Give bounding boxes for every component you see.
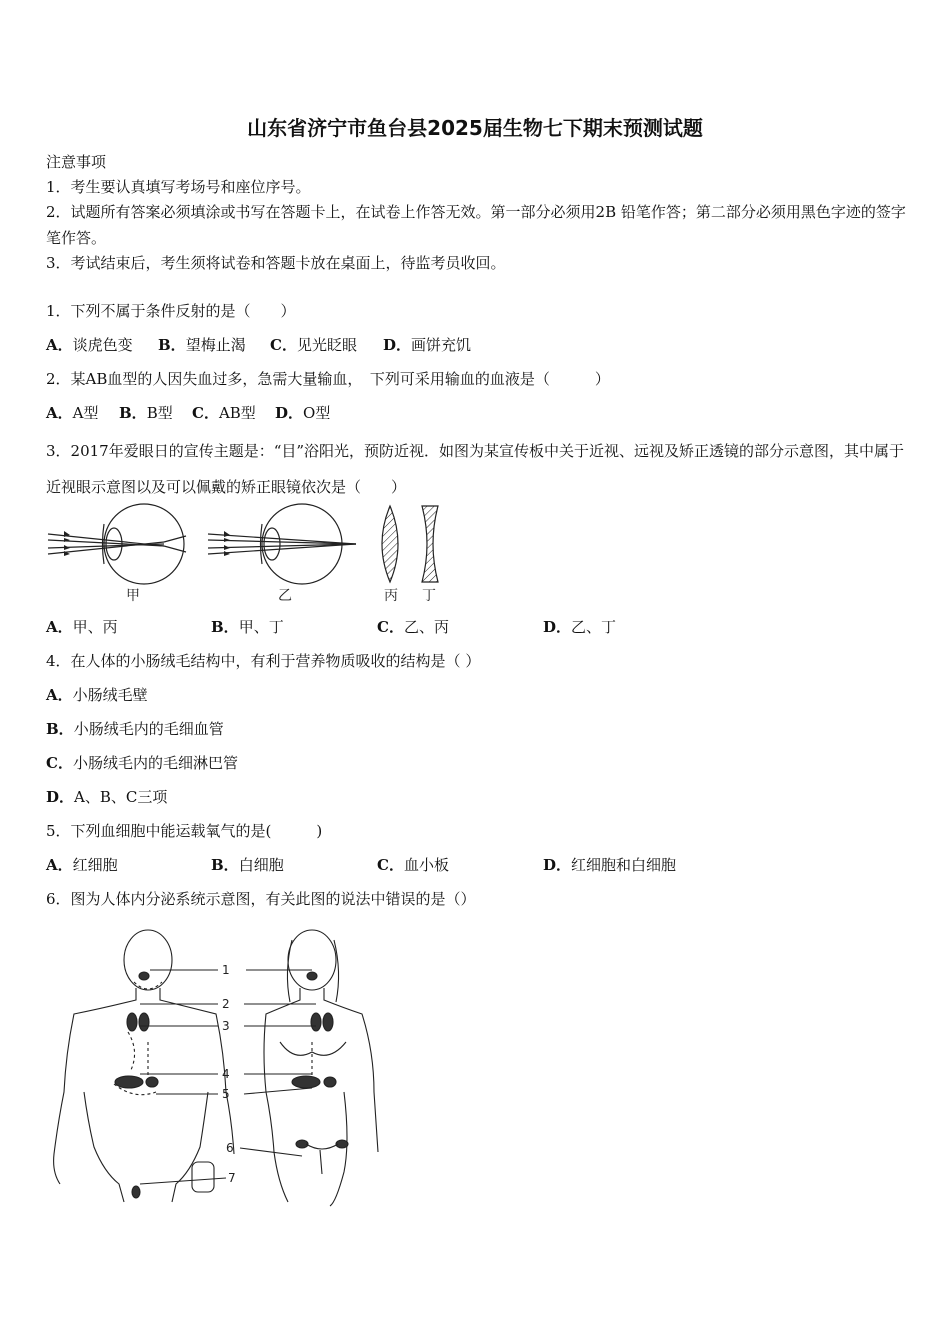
figure-label-3: 3	[222, 1019, 230, 1033]
figure-label-1: 1	[222, 963, 230, 977]
q2-option-c: C．AB型	[192, 404, 256, 422]
q2-option-d: D．O型	[275, 404, 331, 422]
figure-label-2: 2	[222, 997, 230, 1011]
q3-option-c: C．乙、丙	[377, 618, 449, 636]
figure-label-7: 7	[228, 1171, 236, 1185]
notice-item-1: 1．考生要认真填写考场号和座位序号。	[46, 178, 311, 196]
eye-diagram-yi	[208, 504, 356, 584]
eye-lens-figure	[44, 500, 464, 610]
question-4-stem: 4．在人体的小肠绒毛结构中，有利于营养物质吸收的结构是（ ）	[46, 652, 481, 670]
endocrine-system-figure	[44, 922, 404, 1212]
concave-lens	[422, 506, 438, 582]
q4-option-c: C．小肠绒毛内的毛细淋巴管	[46, 754, 238, 772]
q3-option-a: A．甲、丙	[46, 618, 118, 636]
figure-label-yi: 乙	[278, 588, 292, 604]
figure-label-jia: 甲	[126, 588, 140, 604]
notice-item-2: 2．试题所有答案必须填涂或书写在答题卡上，在试卷上作答无效。第一部分必须用2B 铅笔作答；第二部分必须用黑色字迹的签字笔作答。	[46, 203, 906, 247]
q2-option-a: A．A型	[46, 404, 99, 422]
figure-label-4: 4	[222, 1067, 230, 1081]
question-6-stem: 6．图为人体内分泌系统示意图，有关此图的说法中错误的是（）	[46, 890, 476, 908]
q4-option-b: B．小肠绒毛内的毛细血管	[46, 720, 224, 738]
question-1-stem: 1．下列不属于条件反射的是（ ）	[46, 302, 296, 320]
q3-option-d: D．乙、丁	[543, 618, 617, 636]
figure-label-6: 6	[226, 1141, 234, 1155]
page-title: 山东省济宁市鱼台县2025届生物七下期末预测试题	[247, 116, 703, 140]
question-3-stem: 3．2017年爱眼日的宣传主题是：“目”浴阳光，预防近视．如图为某宣传板中关于近视、远视及矫正透镜的部分示意图，其中属于近视眼示意图以及可以佩戴的矫正眼镜依次是（ ）	[46, 442, 905, 496]
q4-option-d: D．A、B、C三项	[46, 788, 168, 806]
convex-lens	[382, 506, 398, 582]
notice-item-3: 3．考试结束后，考生须将试卷和答题卡放在桌面上，待监考员收回。	[46, 254, 506, 272]
q1-option-d: D．画饼充饥	[383, 336, 472, 354]
q5-option-b: B．白细胞	[211, 856, 284, 874]
q5-option-c: C．血小板	[377, 856, 449, 874]
figure-label-5: 5	[222, 1087, 230, 1101]
q1-option-c: C．见光眨眼	[270, 336, 357, 354]
q5-option-d: D．红细胞和白细胞	[543, 856, 677, 874]
question-2-stem: 2．某AB血型的人因失血过多，急需大量输血， 下列可采用输血的血液是（ ）	[46, 370, 610, 388]
notice-heading: 注意事项	[46, 153, 107, 171]
q1-option-b: B．望梅止渴	[158, 336, 246, 354]
figure-label-bing: 丙	[384, 588, 398, 604]
q3-option-b: B．甲、丁	[211, 618, 284, 636]
q4-option-a: A．小肠绒毛壁	[46, 686, 148, 704]
figure-label-ding: 丁	[422, 588, 436, 604]
q5-option-a: A．红细胞	[46, 856, 118, 874]
q1-option-a: A．谈虎色变	[46, 336, 133, 354]
question-5-stem: 5．下列血细胞中能运载氧气的是( )	[46, 822, 323, 840]
q2-option-b: B．B型	[119, 404, 173, 422]
male-figure	[54, 930, 234, 1202]
eye-diagram-jia	[48, 504, 186, 584]
